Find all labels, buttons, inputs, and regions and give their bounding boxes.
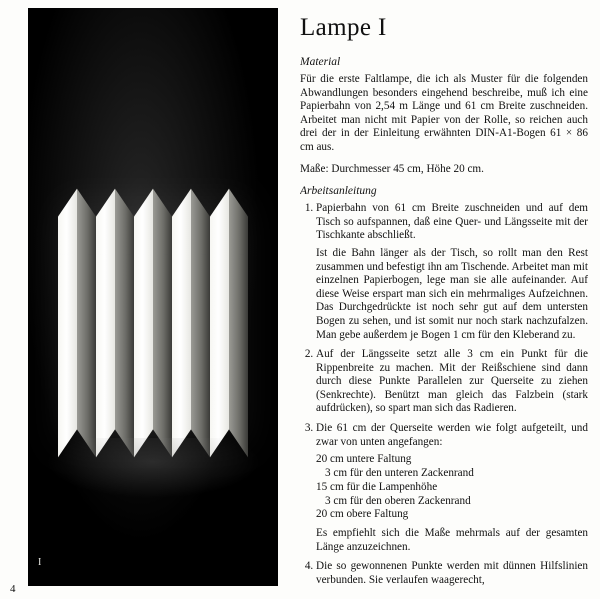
lamp-facet: [134, 183, 153, 463]
pleated-lamp-illustration: [58, 183, 248, 463]
page-number: 4: [10, 583, 16, 595]
section-heading-instructions: Arbeitsanleitung: [300, 185, 377, 198]
article-text-column: [300, 8, 588, 588]
list-item: 3 cm für den oberen Zackenrand: [325, 494, 471, 507]
lamp-facet: [172, 183, 191, 463]
photo-background: [28, 8, 278, 586]
lamp-facet: [77, 183, 96, 463]
lamp-facet: [58, 183, 77, 463]
lamp-facet: [210, 183, 229, 463]
step-text: Auf der Längsseite setzt alle 3 cm ein Punkt für die Rippenbreite zu machen. Mit der Reißschiene sind dann durch diese Punkte Parallelen zur Querseite zu ziehen (Senkrechte). Benützt man gleich das Falzbein (stark aufdrücken), so spart man sich das Radieren.: [316, 348, 588, 415]
figure-caption: I: [38, 557, 42, 568]
list-item: [316, 560, 588, 587]
list-item: 3 cm für den unteren Zackenrand: [325, 467, 474, 480]
step-text: Papierbahn von 61 cm Breite zuschneiden und auf dem Tisch so aufspannen, daß eine Quer- und Längsseite mit der Tischkante abschließt.: [316, 202, 588, 242]
step-text: Die 61 cm der Querseite werden wie folgt aufgeteilt, und zwar von unten angefangen:: [316, 422, 588, 448]
list-item: 20 cm untere Faltung: [316, 453, 412, 466]
lamp-facet: [191, 183, 210, 463]
lamp-facet: [153, 183, 172, 463]
step-note: Es empfiehlt sich die Maße mehrmals auf der gesamten Länge anzuzeichnen.: [316, 527, 588, 553]
measurements-line: Maße: Durchmesser 45 cm, Höhe 20 cm.: [300, 162, 484, 175]
material-paragraph: Für die erste Faltlampe, die ich als Muster für die folgenden Abwandlungen besonders eingehend beschreibe, muß ich eine Papierbahn von 2,54 m Länge und 61 cm Breite zuschneiden. Arbeitet man nicht mit Papier von der Rolle, so reichen auch drei der in der Einleitung erwähnten DIN-A1-Bogen 61 × 86 cm aus.: [300, 73, 588, 153]
lamp-photo: [28, 8, 278, 586]
lamp-shadow: [46, 438, 260, 498]
instruction-list: [300, 202, 588, 587]
step-extra-text: Ist die Bahn länger als der Tisch, so rollt man den Rest zusammen und befestigt ihn am Tischende. Arbeitet man mit einzelnen Papierbogen, lege man sie alle aufeinander. Auf diese Weise erspart man sich ein mehrmaliges Aufzeichnen. Das Durchgedrückte ist noch sehr gut auf dem untersten Bogen zu sehen, und ist somit nur noch stark nachzufalzen. Man gebe außerdem je Bogen 1 cm für den Kleberand zu.: [316, 246, 588, 341]
lamp-facet: [115, 183, 134, 463]
page-title: Lampe I: [300, 14, 387, 41]
step-text: Die so gewonnenen Punkte werden mit dünnen Hilfslinien verbunden. Sie verlaufen waagerecht,: [316, 560, 588, 587]
lamp-facet: [96, 183, 115, 463]
dimension-list: [316, 453, 588, 522]
list-item: [316, 422, 588, 554]
list-item: [316, 202, 588, 342]
lamp-facet: [229, 183, 248, 463]
list-item: 20 cm obere Faltung: [316, 508, 409, 521]
list-item: 15 cm für die Lampenhöhe: [316, 480, 438, 493]
list-item: [316, 348, 588, 416]
section-heading-material: Material: [300, 56, 341, 68]
